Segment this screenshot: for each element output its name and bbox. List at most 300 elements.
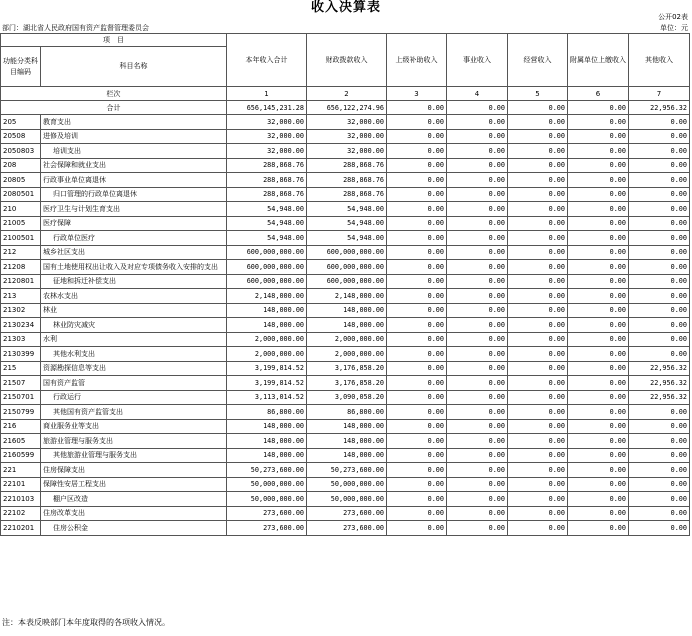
subject-code: 205 [1, 115, 41, 130]
subject-name: 城乡社区支出 [41, 245, 227, 260]
subject-code: 216 [1, 419, 41, 434]
amount-cell: 22,956.32 [629, 376, 690, 391]
col-number: 6 [568, 87, 629, 101]
table-row [1, 231, 690, 246]
form-code: 公开02表 [658, 13, 688, 21]
amount-cell: 0.00 [629, 129, 690, 144]
amount-cell: 54,948.00 [307, 216, 387, 231]
amount-cell: 0.00 [508, 463, 568, 478]
table-row [1, 361, 690, 376]
amount-cell: 0.00 [387, 448, 447, 463]
table-row [1, 332, 690, 347]
amount-cell: 0.00 [568, 245, 629, 260]
table-row [1, 376, 690, 391]
amount-cell: 148,000.00 [227, 434, 307, 449]
amount-cell: 600,000,000.00 [307, 245, 387, 260]
col-number: 3 [387, 87, 447, 101]
table-row [1, 390, 690, 405]
amount-cell: 0.00 [568, 260, 629, 275]
col-header-6: 附属单位上缴收入 [568, 34, 629, 87]
amount-cell: 288,868.76 [307, 173, 387, 188]
amount-cell: 0.00 [568, 318, 629, 333]
amount-cell: 32,000.00 [307, 115, 387, 130]
table-row [1, 129, 690, 144]
amount-cell: 600,000,000.00 [227, 245, 307, 260]
amount-cell: 32,000.00 [307, 144, 387, 159]
amount-cell: 0.00 [387, 318, 447, 333]
amount-cell: 0.00 [568, 129, 629, 144]
total-value: 656,145,231.28 [227, 101, 307, 115]
amount-cell: 0.00 [447, 448, 508, 463]
amount-cell: 86,800.00 [227, 405, 307, 420]
amount-cell: 0.00 [508, 144, 568, 159]
name-column-header: 科目名称 [41, 47, 227, 87]
table-row [1, 477, 690, 492]
currency-unit: 单位：元 [660, 24, 688, 32]
amount-cell: 0.00 [629, 260, 690, 275]
amount-cell: 0.00 [447, 274, 508, 289]
amount-cell: 148,000.00 [307, 434, 387, 449]
amount-cell: 0.00 [387, 245, 447, 260]
amount-cell: 273,600.00 [227, 521, 307, 536]
amount-cell: 0.00 [387, 477, 447, 492]
amount-cell: 0.00 [447, 419, 508, 434]
amount-cell: 288,868.76 [307, 187, 387, 202]
amount-cell: 54,948.00 [307, 231, 387, 246]
amount-cell: 0.00 [447, 115, 508, 130]
amount-cell: 0.00 [629, 419, 690, 434]
amount-cell: 0.00 [629, 318, 690, 333]
code-column-header: 功能分类科目编码 [1, 47, 41, 87]
table-row [1, 202, 690, 217]
amount-cell: 0.00 [387, 144, 447, 159]
col-header-5: 经营收入 [508, 34, 568, 87]
amount-cell: 0.00 [568, 144, 629, 159]
amount-cell: 0.00 [568, 506, 629, 521]
amount-cell: 0.00 [629, 187, 690, 202]
subject-code: 221 [1, 463, 41, 478]
subject-name: 住房保障支出 [41, 463, 227, 478]
table-row [1, 173, 690, 188]
amount-cell: 0.00 [447, 492, 508, 507]
total-value: 0.00 [508, 101, 568, 115]
subject-name: 商业服务业等支出 [41, 419, 227, 434]
amount-cell: 3,176,858.20 [307, 376, 387, 391]
amount-cell: 0.00 [508, 332, 568, 347]
table-body [1, 115, 690, 536]
table-row [1, 521, 690, 536]
amount-cell: 148,000.00 [227, 419, 307, 434]
amount-cell: 148,000.00 [227, 448, 307, 463]
amount-cell: 0.00 [387, 390, 447, 405]
amount-cell: 0.00 [447, 318, 508, 333]
amount-cell: 3,199,814.52 [227, 376, 307, 391]
amount-cell: 0.00 [629, 115, 690, 130]
amount-cell: 0.00 [629, 448, 690, 463]
amount-cell: 0.00 [629, 173, 690, 188]
amount-cell: 22,956.32 [629, 361, 690, 376]
amount-cell: 50,273,600.00 [307, 463, 387, 478]
amount-cell: 0.00 [568, 463, 629, 478]
amount-cell: 0.00 [387, 231, 447, 246]
col-number: 1 [227, 87, 307, 101]
amount-cell: 0.00 [387, 115, 447, 130]
amount-cell: 0.00 [508, 274, 568, 289]
col-number: 5 [508, 87, 568, 101]
amount-cell: 0.00 [629, 289, 690, 304]
amount-cell: 0.00 [568, 419, 629, 434]
amount-cell: 0.00 [387, 216, 447, 231]
subject-name: 行政单位医疗 [41, 231, 227, 246]
amount-cell: 2,000,000.00 [307, 347, 387, 362]
amount-cell: 0.00 [568, 405, 629, 420]
table-row [1, 463, 690, 478]
subject-name: 林业 [41, 303, 227, 318]
amount-cell: 0.00 [508, 129, 568, 144]
amount-cell: 0.00 [568, 274, 629, 289]
table-row [1, 245, 690, 260]
amount-cell: 0.00 [447, 521, 508, 536]
amount-cell: 0.00 [629, 492, 690, 507]
subject-code: 2210103 [1, 492, 41, 507]
table-row [1, 158, 690, 173]
amount-cell: 0.00 [447, 506, 508, 521]
amount-cell: 54,948.00 [227, 231, 307, 246]
amount-cell: 0.00 [387, 173, 447, 188]
amount-cell: 0.00 [568, 434, 629, 449]
amount-cell: 0.00 [387, 492, 447, 507]
subject-code: 21303 [1, 332, 41, 347]
amount-cell: 0.00 [447, 187, 508, 202]
amount-cell: 0.00 [447, 405, 508, 420]
subject-name: 征地和拆迁补偿支出 [41, 274, 227, 289]
amount-cell: 0.00 [629, 477, 690, 492]
footnote: 注：本表反映部门本年度取得的各项收入情况。 [2, 618, 170, 627]
amount-cell: 0.00 [629, 332, 690, 347]
subject-code: 21302 [1, 303, 41, 318]
amount-cell: 0.00 [629, 434, 690, 449]
col-header-3: 上级补助收入 [387, 34, 447, 87]
amount-cell: 0.00 [508, 245, 568, 260]
amount-cell: 0.00 [447, 173, 508, 188]
amount-cell: 273,600.00 [307, 521, 387, 536]
subject-code: 213 [1, 289, 41, 304]
amount-cell: 600,000,000.00 [227, 274, 307, 289]
table-row [1, 318, 690, 333]
amount-cell: 0.00 [387, 202, 447, 217]
amount-cell: 0.00 [387, 187, 447, 202]
amount-cell: 0.00 [508, 231, 568, 246]
amount-cell: 0.00 [447, 303, 508, 318]
amount-cell: 0.00 [508, 448, 568, 463]
subject-code: 2160599 [1, 448, 41, 463]
amount-cell: 32,000.00 [227, 115, 307, 130]
amount-cell: 273,600.00 [227, 506, 307, 521]
subject-code: 2130399 [1, 347, 41, 362]
subject-name: 住房改革支出 [41, 506, 227, 521]
amount-cell: 600,000,000.00 [307, 260, 387, 275]
subject-name: 其他水利支出 [41, 347, 227, 362]
amount-cell: 0.00 [447, 129, 508, 144]
amount-cell: 0.00 [447, 260, 508, 275]
subject-name: 行政事业单位离退休 [41, 173, 227, 188]
subject-name: 棚户区改造 [41, 492, 227, 507]
amount-cell: 54,948.00 [227, 216, 307, 231]
table-row [1, 216, 690, 231]
amount-cell: 0.00 [387, 434, 447, 449]
subject-name: 国有资产监管 [41, 376, 227, 391]
amount-cell: 0.00 [629, 231, 690, 246]
amount-cell: 0.00 [508, 173, 568, 188]
table-row [1, 434, 690, 449]
subject-code: 212 [1, 245, 41, 260]
amount-cell: 0.00 [387, 405, 447, 420]
amount-cell: 0.00 [447, 332, 508, 347]
amount-cell: 0.00 [508, 303, 568, 318]
amount-cell: 50,273,600.00 [227, 463, 307, 478]
subject-name: 行政运行 [41, 390, 227, 405]
amount-cell: 3,090,058.20 [307, 390, 387, 405]
amount-cell: 0.00 [447, 245, 508, 260]
col-number: 7 [629, 87, 690, 101]
amount-cell: 0.00 [508, 405, 568, 420]
subject-code: 21605 [1, 434, 41, 449]
amount-cell: 0.00 [568, 477, 629, 492]
subject-code: 2100501 [1, 231, 41, 246]
amount-cell: 2,148,000.00 [227, 289, 307, 304]
amount-cell: 0.00 [629, 144, 690, 159]
total-value: 22,956.32 [629, 101, 690, 115]
subject-name: 国有土地使用权出让收入及对应专项债务收入安排的支出 [41, 260, 227, 275]
amount-cell: 0.00 [568, 289, 629, 304]
amount-cell: 0.00 [447, 216, 508, 231]
amount-cell: 54,948.00 [227, 202, 307, 217]
amount-cell: 0.00 [508, 347, 568, 362]
total-value: 0.00 [447, 101, 508, 115]
amount-cell: 0.00 [629, 274, 690, 289]
amount-cell: 0.00 [447, 231, 508, 246]
amount-cell: 0.00 [387, 303, 447, 318]
table-row [1, 144, 690, 159]
amount-cell: 0.00 [629, 463, 690, 478]
subject-code: 2210201 [1, 521, 41, 536]
amount-cell: 0.00 [387, 274, 447, 289]
amount-cell: 0.00 [387, 376, 447, 391]
amount-cell: 0.00 [568, 492, 629, 507]
amount-cell: 0.00 [508, 390, 568, 405]
subject-name: 林业防灾减灾 [41, 318, 227, 333]
amount-cell: 0.00 [387, 521, 447, 536]
amount-cell: 86,800.00 [307, 405, 387, 420]
col-number: 2 [307, 87, 387, 101]
amount-cell: 0.00 [508, 318, 568, 333]
amount-cell: 0.00 [629, 216, 690, 231]
col-header-4: 事业收入 [447, 34, 508, 87]
amount-cell: 0.00 [629, 405, 690, 420]
amount-cell: 32,000.00 [227, 144, 307, 159]
amount-cell: 3,176,858.20 [307, 361, 387, 376]
amount-cell: 0.00 [629, 245, 690, 260]
amount-cell: 0.00 [508, 187, 568, 202]
subject-name: 其他旅游业管理与服务支出 [41, 448, 227, 463]
amount-cell: 0.00 [508, 477, 568, 492]
subject-code: 20508 [1, 129, 41, 144]
total-value: 656,122,274.96 [307, 101, 387, 115]
table-row [1, 405, 690, 420]
subject-code: 21208 [1, 260, 41, 275]
subject-code: 21507 [1, 376, 41, 391]
table-row [1, 274, 690, 289]
amount-cell: 2,148,000.00 [307, 289, 387, 304]
subject-name: 水利 [41, 332, 227, 347]
subject-name: 旅游业管理与服务支出 [41, 434, 227, 449]
amount-cell: 0.00 [387, 506, 447, 521]
col-header-7: 其他收入 [629, 34, 690, 87]
amount-cell: 0.00 [568, 521, 629, 536]
subject-name: 农林水支出 [41, 289, 227, 304]
amount-cell: 600,000,000.00 [307, 274, 387, 289]
amount-cell: 0.00 [447, 347, 508, 362]
subject-name: 保障性安居工程支出 [41, 477, 227, 492]
subject-code: 2120801 [1, 274, 41, 289]
table-row [1, 115, 690, 130]
subject-code: 2150799 [1, 405, 41, 420]
total-value: 0.00 [568, 101, 629, 115]
col-number: 4 [447, 87, 508, 101]
amount-cell: 0.00 [568, 390, 629, 405]
amount-cell: 148,000.00 [307, 303, 387, 318]
amount-cell: 0.00 [568, 158, 629, 173]
amount-cell: 0.00 [387, 332, 447, 347]
amount-cell: 0.00 [568, 347, 629, 362]
amount-cell: 0.00 [387, 129, 447, 144]
subject-code: 22101 [1, 477, 41, 492]
agency-name: 部门：湖北省人民政府国有资产监督管理委员会 [2, 24, 149, 32]
amount-cell: 148,000.00 [227, 318, 307, 333]
amount-cell: 0.00 [508, 521, 568, 536]
col-header-2: 财政拨款收入 [307, 34, 387, 87]
table-row [1, 506, 690, 521]
table-row [1, 492, 690, 507]
amount-cell: 0.00 [629, 521, 690, 536]
subject-code: 21005 [1, 216, 41, 231]
amount-cell: 0.00 [568, 115, 629, 130]
amount-cell: 0.00 [568, 202, 629, 217]
amount-cell: 0.00 [568, 173, 629, 188]
table-row [1, 187, 690, 202]
amount-cell: 0.00 [387, 361, 447, 376]
amount-cell: 0.00 [629, 347, 690, 362]
amount-cell: 0.00 [568, 231, 629, 246]
amount-cell: 0.00 [568, 216, 629, 231]
amount-cell: 0.00 [508, 158, 568, 173]
table-row [1, 303, 690, 318]
subject-code: 215 [1, 361, 41, 376]
amount-cell: 0.00 [568, 376, 629, 391]
amount-cell: 273,600.00 [307, 506, 387, 521]
amount-cell: 0.00 [447, 390, 508, 405]
subject-name: 其他国有资产监管支出 [41, 405, 227, 420]
amount-cell: 0.00 [629, 202, 690, 217]
amount-cell: 0.00 [508, 115, 568, 130]
amount-cell: 32,000.00 [227, 129, 307, 144]
income-table [0, 33, 690, 536]
amount-cell: 288,868.76 [227, 187, 307, 202]
total-value: 0.00 [387, 101, 447, 115]
amount-cell: 54,948.00 [307, 202, 387, 217]
subject-name: 医疗保障 [41, 216, 227, 231]
report-title: 收入决算表 [310, 0, 381, 15]
amount-cell: 0.00 [447, 158, 508, 173]
item-group-header: 项 目 [1, 34, 227, 47]
amount-cell: 600,000,000.00 [227, 260, 307, 275]
amount-cell: 0.00 [508, 419, 568, 434]
amount-cell: 50,000,000.00 [307, 492, 387, 507]
amount-cell: 2,000,000.00 [227, 332, 307, 347]
amount-cell: 0.00 [508, 376, 568, 391]
amount-cell: 0.00 [568, 361, 629, 376]
subject-name: 资源勘探信息等支出 [41, 361, 227, 376]
amount-cell: 0.00 [508, 202, 568, 217]
amount-cell: 0.00 [508, 506, 568, 521]
amount-cell: 0.00 [508, 216, 568, 231]
amount-cell: 22,956.32 [629, 390, 690, 405]
subject-code: 20805 [1, 173, 41, 188]
table-row [1, 289, 690, 304]
amount-cell: 32,000.00 [307, 129, 387, 144]
amount-cell: 288,868.76 [307, 158, 387, 173]
amount-cell: 2,000,000.00 [307, 332, 387, 347]
table-row [1, 347, 690, 362]
subject-name: 培训支出 [41, 144, 227, 159]
table-row [1, 260, 690, 275]
amount-cell: 288,868.76 [227, 173, 307, 188]
amount-cell: 288,868.76 [227, 158, 307, 173]
amount-cell: 0.00 [447, 434, 508, 449]
amount-cell: 0.00 [568, 332, 629, 347]
amount-cell: 148,000.00 [227, 303, 307, 318]
amount-cell: 0.00 [447, 463, 508, 478]
subject-name: 医疗卫生与计划生育支出 [41, 202, 227, 217]
amount-cell: 0.00 [629, 158, 690, 173]
subject-code: 208 [1, 158, 41, 173]
subject-name: 归口管理的行政单位离退休 [41, 187, 227, 202]
amount-cell: 0.00 [447, 376, 508, 391]
subject-code: 2050803 [1, 144, 41, 159]
subject-code: 2080501 [1, 187, 41, 202]
subject-code: 2150701 [1, 390, 41, 405]
amount-cell: 0.00 [447, 477, 508, 492]
amount-cell: 3,113,014.52 [227, 390, 307, 405]
amount-cell: 0.00 [508, 361, 568, 376]
amount-cell: 148,000.00 [307, 448, 387, 463]
subject-name: 教育支出 [41, 115, 227, 130]
subject-name: 社会保障和就业支出 [41, 158, 227, 173]
row-number-label: 栏次 [1, 87, 227, 101]
amount-cell: 0.00 [568, 303, 629, 318]
amount-cell: 50,000,000.00 [227, 492, 307, 507]
amount-cell: 0.00 [508, 492, 568, 507]
subject-name: 进修及培训 [41, 129, 227, 144]
table-row [1, 448, 690, 463]
amount-cell: 50,000,000.00 [227, 477, 307, 492]
amount-cell: 0.00 [447, 144, 508, 159]
amount-cell: 148,000.00 [307, 318, 387, 333]
amount-cell: 0.00 [387, 260, 447, 275]
amount-cell: 0.00 [387, 289, 447, 304]
amount-cell: 2,000,000.00 [227, 347, 307, 362]
amount-cell: 0.00 [387, 419, 447, 434]
